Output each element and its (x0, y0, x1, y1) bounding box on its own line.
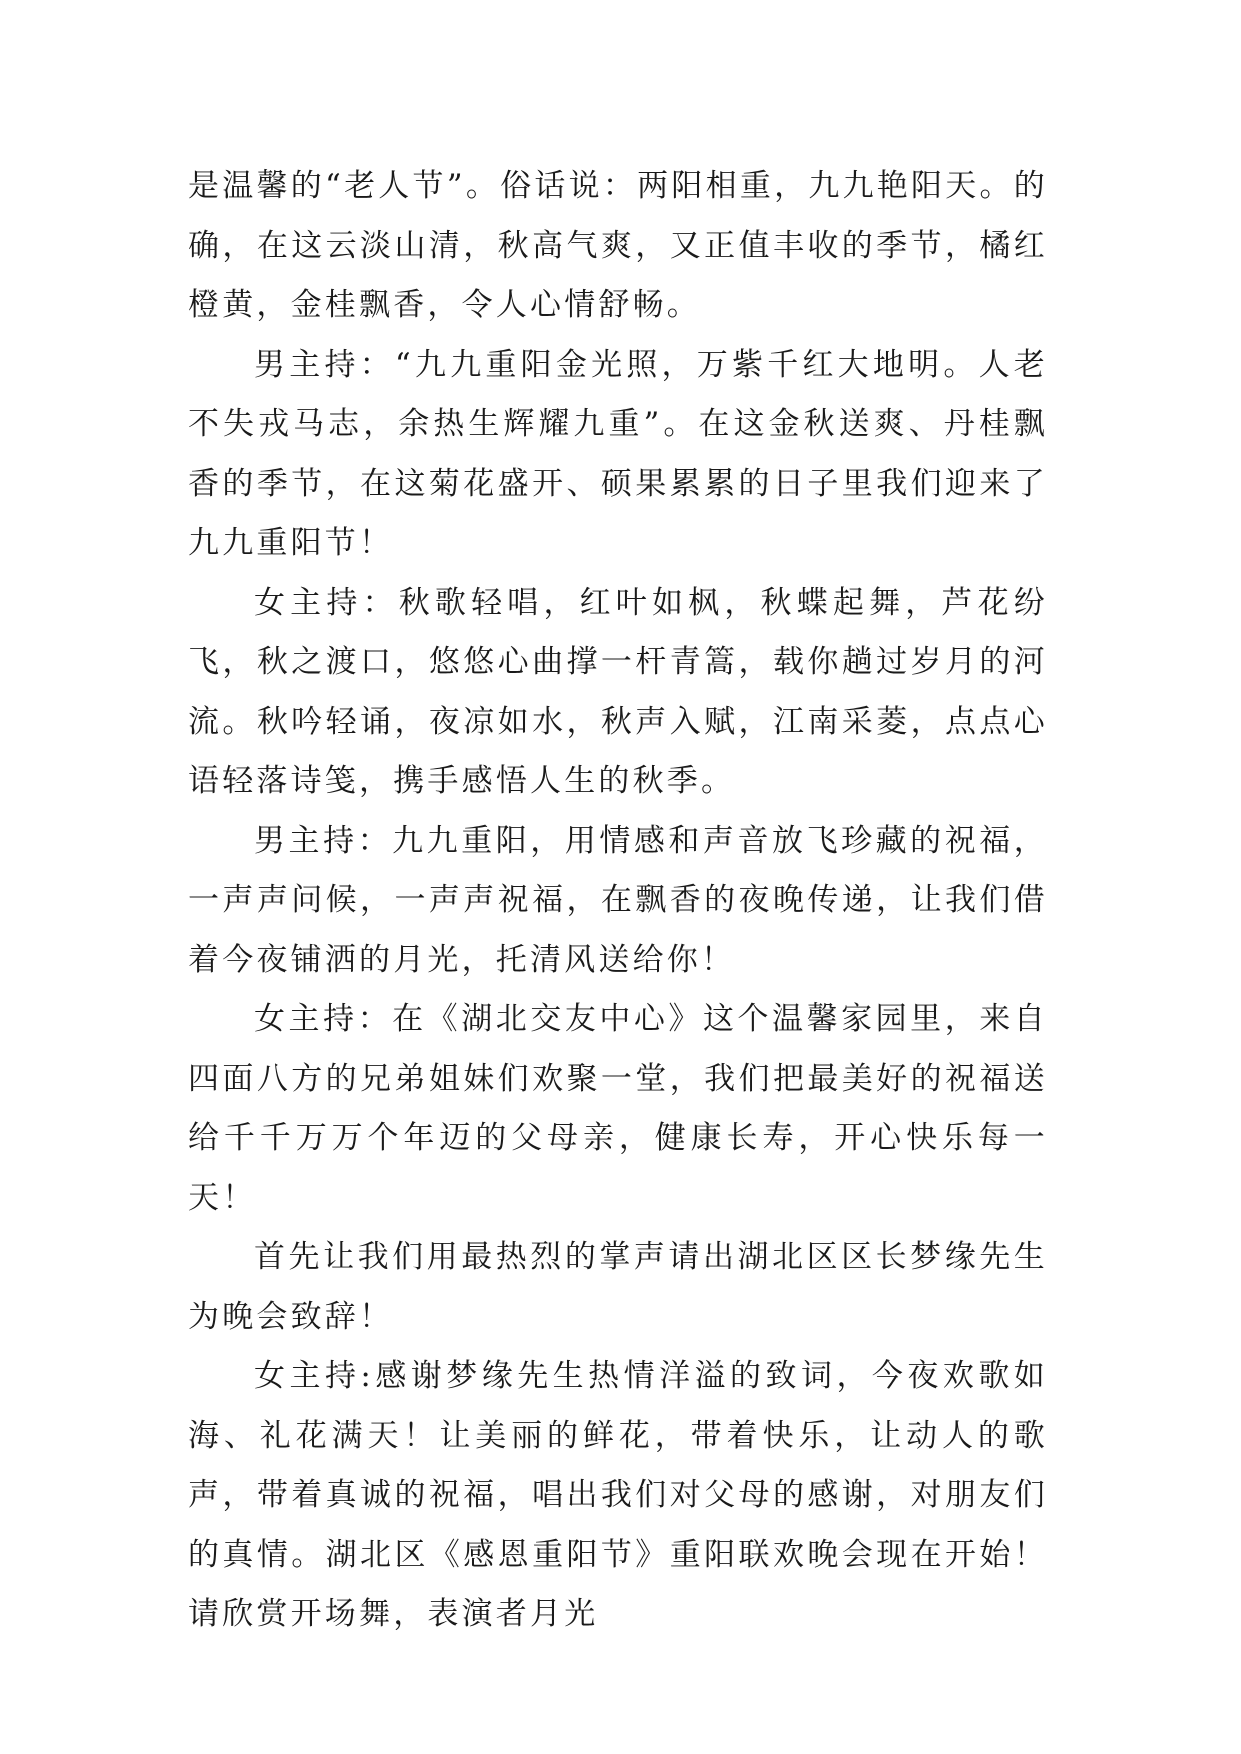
paragraph-female-host-2: 女主持：在《湖北交友中心》这个温馨家园里，来自四面八方的兄弟姐妹们欢聚一堂，我们把最美好的祝福送给千千万万个年迈的父母亲，健康长寿，开心快乐每一天！ (188, 1001, 1048, 1216)
paragraph-female-host-3: 女主持:感谢梦缘先生热情洋溢的致词，今夜欢歌如海、礼花满天！让美丽的鲜花，带着快乐，让动人的歌声，带着真诚的祝福，唱出我们对父母的感谢，对朋友们的真情。湖北区《感恩重阳节》重阳联欢晚会现在开始！请欣赏开场舞，表演者月光 (188, 1358, 1048, 1632)
paragraph-male-host-1: 男主持：“九九重阳金光照，万紫千红大地明。人老不失戎马志，余热生辉耀九重”。在这金秋送爽、丹桂飘香的季节，在这菊花盛开、硕果累累的日子里我们迎来了九九重阳节！ (188, 346, 1048, 561)
document-body (188, 157, 1048, 1645)
paragraph-male-host-2: 男主持：九九重阳，用情感和声音放飞珍藏的祝福，一声声问候，一声声祝福，在飘香的夜晚传递，让我们借着今夜铺洒的月光，托清风送给你！ (188, 822, 1048, 978)
paragraph-female-host-1: 女主持：秋歌轻唱，红叶如枫，秋蝶起舞，芦花纷飞，秋之渡口，悠悠心曲撑一杆青篙，载你趟过岁月的河流。秋吟轻诵，夜凉如水，秋声入赋，江南采菱，点点心语轻落诗笺，携手感悟人生的秋季。 (188, 584, 1048, 799)
paragraph-opening: 是温馨的“老人节”。俗话说：两阳相重，九九艳阳天。的确，在这云淡山清，秋高气爽，又正值丰收的季节，橘红橙黄，金桂飘香，令人心情舒畅。 (188, 168, 1048, 323)
paragraph-invitation: 首先让我们用最热烈的掌声请出湖北区区长梦缘先生为晚会致辞！ (188, 1239, 1048, 1335)
